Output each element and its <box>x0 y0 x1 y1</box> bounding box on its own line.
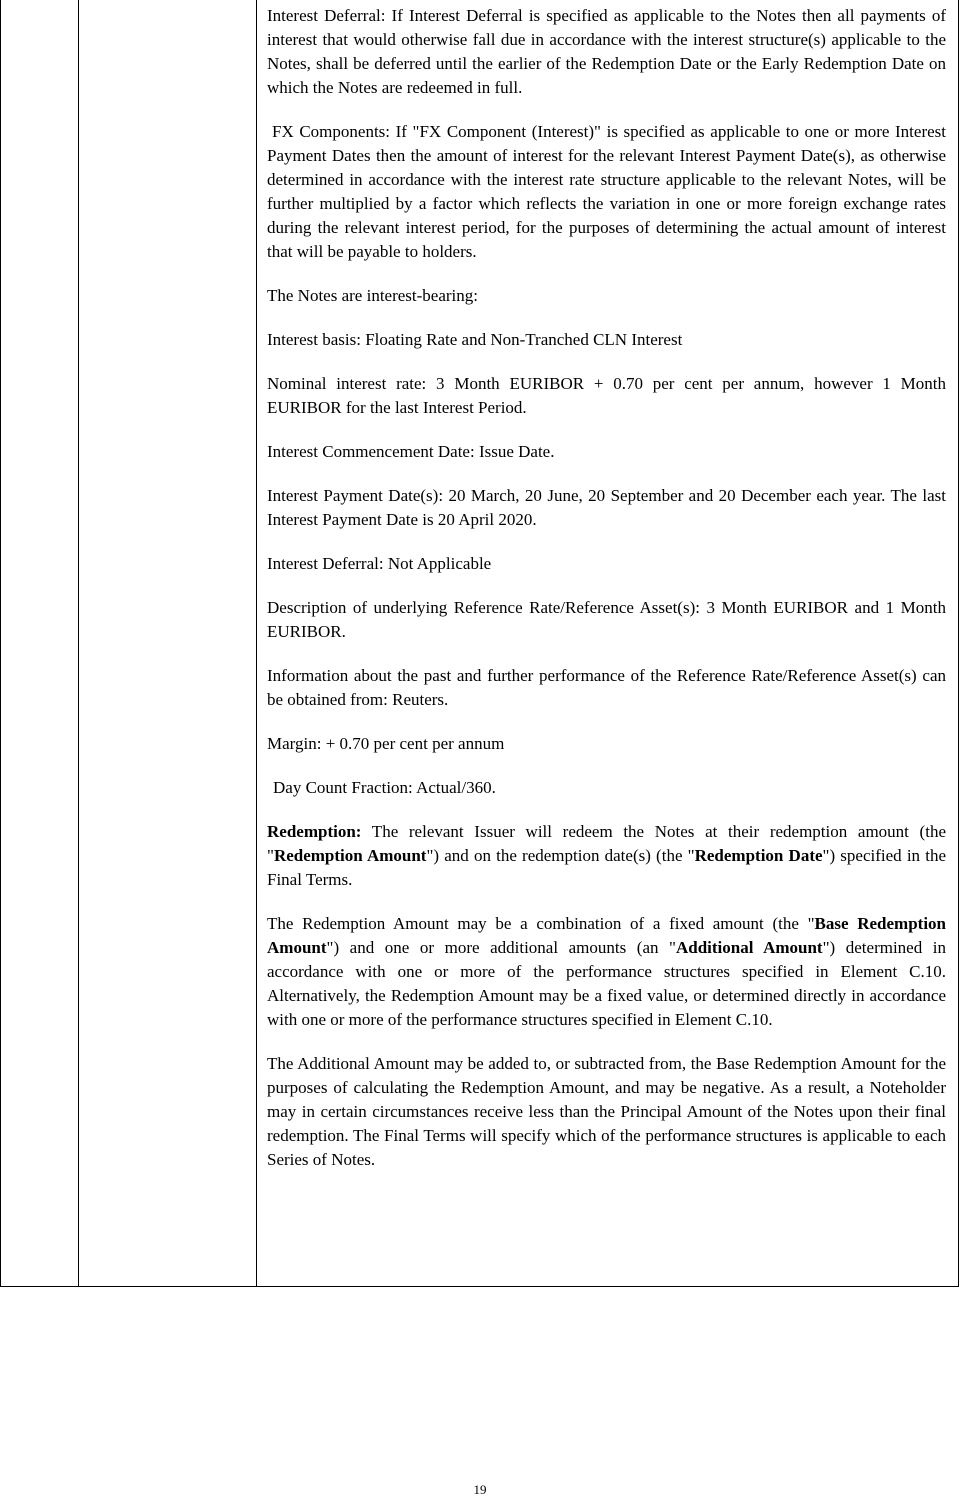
interest-basis-paragraph: Interest basis: Floating Rate and Non-Tranched CLN Interest <box>267 330 683 349</box>
redemption-amount-text-1: The Redemption Amount may be a combination of a fixed amount (the " <box>267 914 815 933</box>
table-content-cell <box>267 4 946 1192</box>
payment-dates-paragraph: Interest Payment Date(s): 20 March, 20 June, 20 September and 20 December each year. The last Interest Payment Date is 20 April 2020. <box>267 486 946 529</box>
page-number: 19 <box>473 1482 487 1497</box>
column-divider-1 <box>78 0 79 1286</box>
fx-components-paragraph: FX Components: If "FX Component (Interest)" is specified as applicable to one or more Interest Payment Dates then the amount of interest for the relevant Interest Payment Date(s), as otherwise determined in accordance with the interest rate structure applicable to the relevant Notes, will be further multiplied by a factor which reflects the variation in one or more foreign exchange rates during the relevant interest period, for the purposes of determining the actual amount of interest that will be payable to holders. <box>267 122 946 261</box>
redemption-label: Redemption: <box>267 822 362 841</box>
base-redemption-amount-term: Base Redemption Amount <box>267 914 947 957</box>
redemption-paragraph <box>267 820 946 892</box>
information-paragraph: Information about the past and further performance of the Reference Rate/Reference Asset(s) can be obtained from: Reuters. <box>267 666 946 709</box>
redemption-text-2: ") and on the redemption date(s) (the " <box>426 846 695 865</box>
redemption-date-term: Redemption Date <box>694 846 823 865</box>
interest-bearing-paragraph: The Notes are interest-bearing: <box>267 286 478 305</box>
underlying-paragraph: Description of underlying Reference Rate/Reference Asset(s): 3 Month EURIBOR and 1 Month EURIBOR. <box>267 598 946 641</box>
deferral-na-paragraph: Interest Deferral: Not Applicable <box>267 554 492 573</box>
redemption-amount-term: Redemption Amount <box>273 846 427 865</box>
margin-paragraph: Margin: + 0.70 per cent per annum <box>267 734 505 753</box>
redemption-text-1: The relevant Issuer will redeem the Notes at their redemption amount (the " <box>267 822 946 865</box>
interest-deferral-paragraph: Interest Deferral: If Interest Deferral is specified as applicable to the Notes then all payments of interest that would otherwise fall due in accordance with the interest structure(s) applicable to the Notes, shall be deferred until the earlier of the Redemption Date or the Early Redemption Date on which the Notes are redeemed in full. <box>267 6 946 97</box>
additional-amount-paragraph: The Additional Amount may be added to, or subtracted from, the Base Redemption Amount for the purposes of calculating the Redemption Amount, and may be negative. As a result, a Noteholder may in certain circumstances receive less than the Principal Amount of the Notes upon their final redemption. The Final Terms will specify which of the performance structures is applicable to each Series of Notes. <box>267 1054 946 1169</box>
day-count-paragraph: Day Count Fraction: Actual/360. <box>273 778 496 797</box>
nominal-rate-paragraph: Nominal interest rate: 3 Month EURIBOR + 0.70 per cent per annum, however 1 Month EURIBOR for the last Interest Period. <box>267 374 946 417</box>
commencement-paragraph: Interest Commencement Date: Issue Date. <box>267 442 555 461</box>
redemption-amount-paragraph <box>267 912 946 1032</box>
redemption-amount-text-3: ") determined in accordance with one or more of the performance structures specified in Element C.10. Alternatively, the Redemption Amount may be a fixed value, or determined directly in accordance with one or more of the performance structures specified in Element C.10. <box>267 938 946 1029</box>
redemption-text-3: ") specified in the Final Terms. <box>267 846 946 889</box>
redemption-amount-text-2: ") and one or more additional amounts (an " <box>326 938 676 957</box>
additional-amount-term: Additional Amount <box>675 938 823 957</box>
column-divider-2 <box>256 0 257 1286</box>
